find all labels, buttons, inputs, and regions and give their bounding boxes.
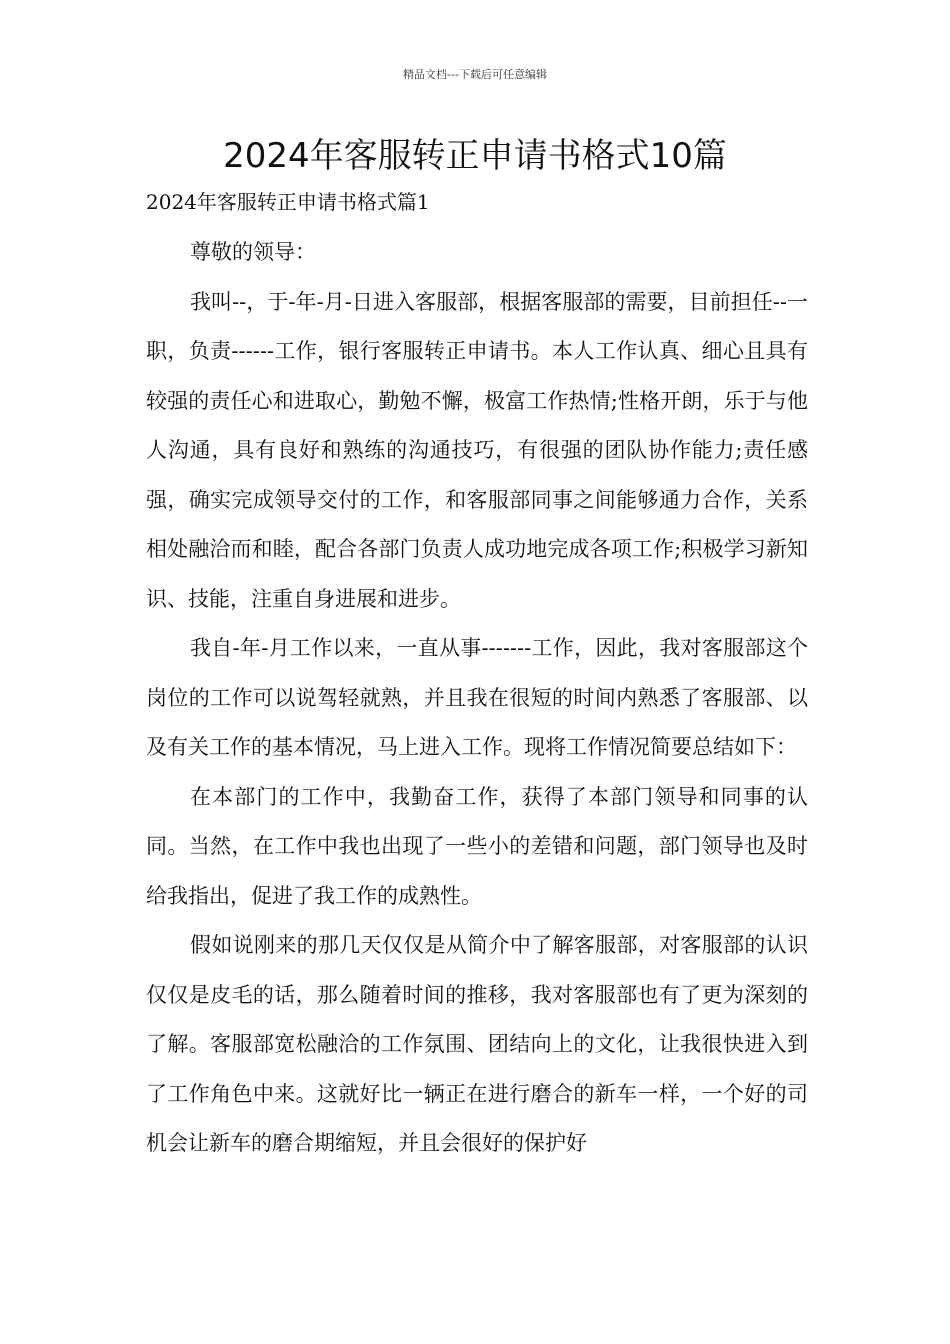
body-paragraph: 我叫--，于-年-月-日进入客服部，根据客服部的需要，目前担任--一职，负责------工作，银行客服转正申请书。本人工作认真、细心且具有较强的责任心和进取心，勤勉不懈，极富工作热情;性格开朗，乐于与他人沟通，具有良好和熟练的沟通技巧，有很强的团队协作能力;责任感强，确实完成领导交付的工作，和客服部同事之间能够通力合作，关系相处融洽而和睦，配合各部门负责人成功地完成各项工作;积极学习新知识、技能，注重自身进展和进步。 [146, 289, 808, 611]
section-subtitle: 2024年客服转正申请书格式篇1 [146, 190, 430, 214]
document-body [146, 228, 808, 1169]
body-paragraph: 假如说刚来的那几天仅仅是从简介中了解客服部，对客服部的认识仅仅是皮毛的话，那么随着时间的推移，我对客服部也有了更为深刻的了解。客服部宽松融洽的工作氛围、团结向上的文化，让我很快进入到了工作角色中来。这就好比一辆正在进行磨合的新车一样，一个好的司机会让新车的磨合期缩短，并且会很好的保护好 [146, 933, 808, 1155]
document-title: 2024年客服转正申请书格式10篇 [223, 136, 727, 176]
body-paragraph: 我自-年-月工作以来，一直从事-------工作，因此，我对客服部这个岗位的工作可以说驾轻就熟，并且我在很短的时间内熟悉了客服部、以及有关工作的基本情况，马上进入工作。现将工作情况简要总结如下： [146, 636, 808, 759]
header-note: 精品文档---下载后可任意编辑 [403, 68, 547, 81]
body-paragraph: 在本部门的工作中，我勤奋工作，获得了本部门领导和同事的认同。当然，在工作中我也出现了一些小的差错和问题，部门领导也及时给我指出，促进了我工作的成熟性。 [146, 784, 808, 908]
salutation-paragraph: 尊敬的领导： [190, 240, 316, 264]
